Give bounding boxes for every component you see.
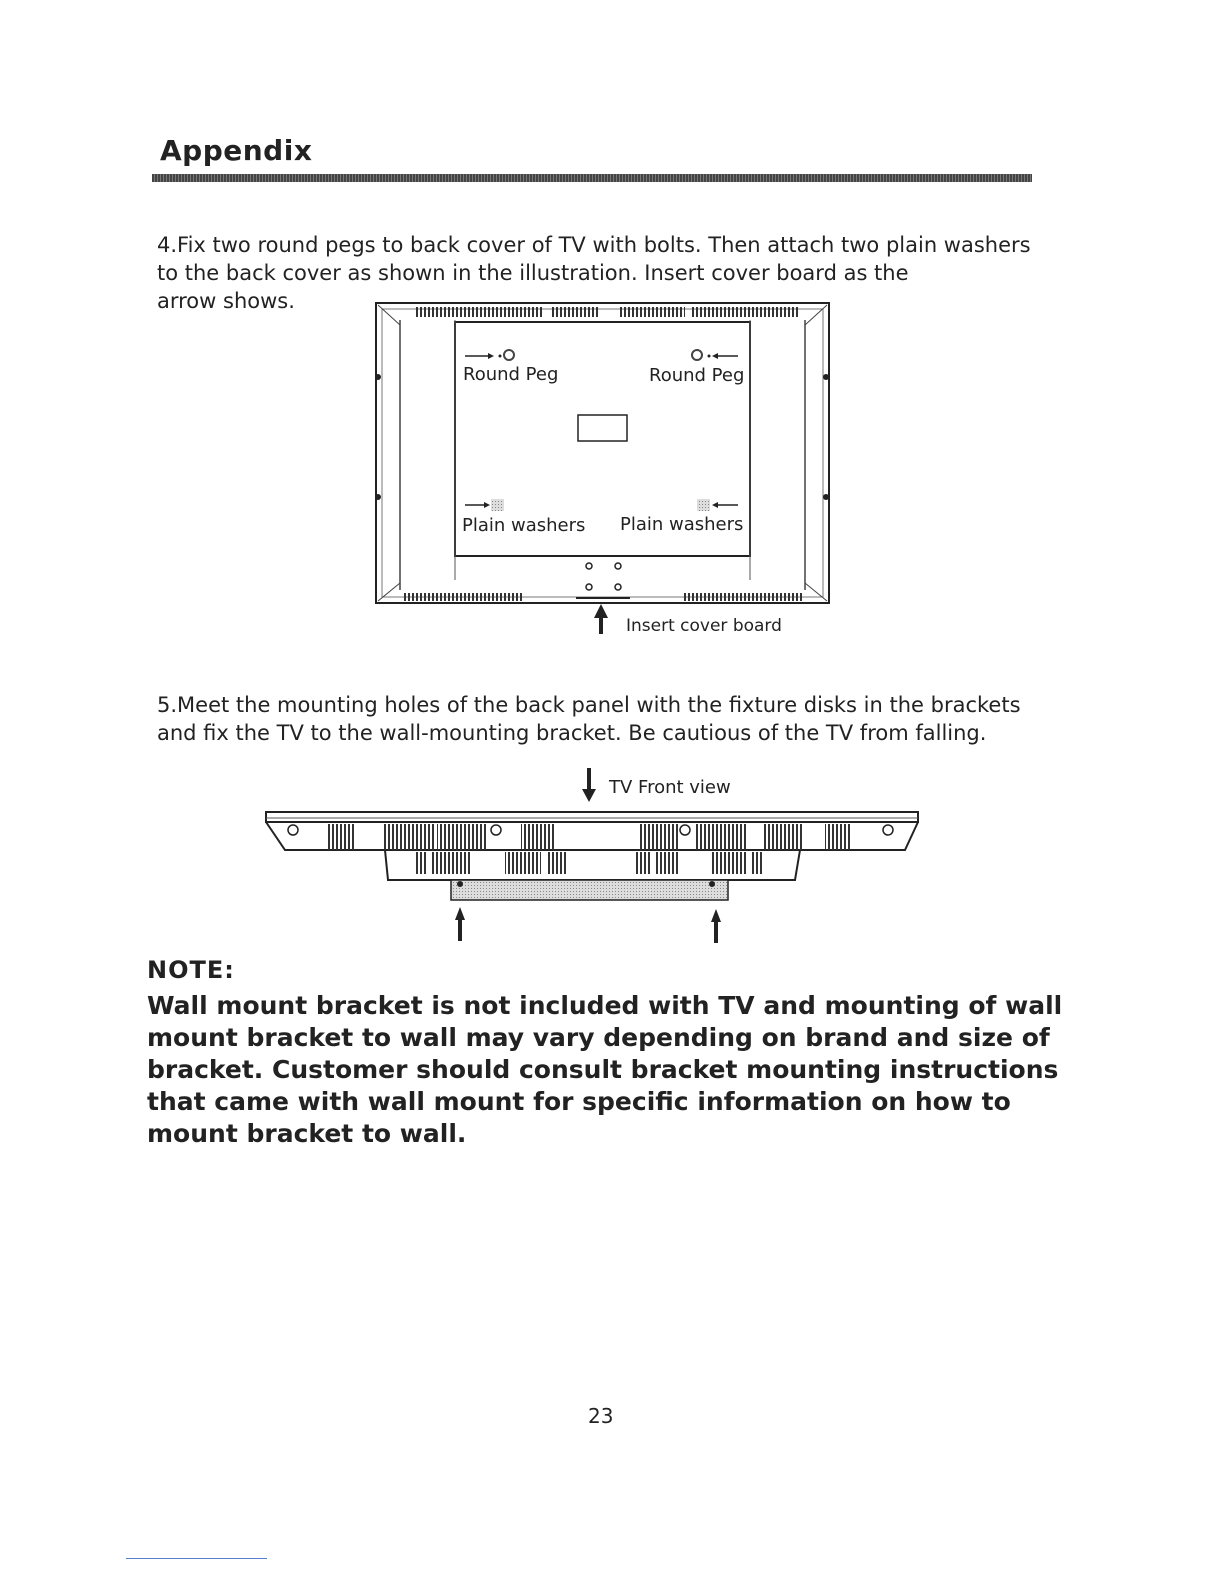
vent-grille <box>404 593 524 601</box>
plain-washers-left-label: Plain washers <box>462 515 586 536</box>
vent-grille <box>382 824 434 850</box>
page-number: 23 <box>588 1404 614 1428</box>
up-arrow-icon <box>711 909 721 943</box>
vent-grille <box>634 852 652 874</box>
vent-grille <box>682 593 802 601</box>
vent-grille <box>414 307 544 317</box>
vent-grille <box>690 307 800 317</box>
plain-washers-right-label: Plain washers <box>620 514 744 535</box>
tv-back-diagram <box>375 303 829 636</box>
note-body: Wall mount bracket is not included with TV and mounting of wall mount bracket to wall may vary depending on brand and size of bracket. Customer should consult bracket mounting instructions that came with wall mount for specific information on how to mount bracket to wall. <box>147 991 1063 1148</box>
note-heading: NOTE: <box>147 956 235 984</box>
round-peg-left-marker <box>465 350 514 360</box>
insert-cover-board-label: Insert cover board <box>626 616 782 636</box>
round-peg-left-label: Round Peg <box>463 364 559 385</box>
step5-text: 5.Meet the mounting holes of the back panel with the fixture disks in the brackets and fix the TV to the wall-mounting bracket. Be cautious of the TV from falling. <box>157 693 1021 745</box>
round-peg-right-label: Round Peg <box>649 365 745 386</box>
up-arrow-icon <box>594 604 608 634</box>
tv-front-diagram <box>266 768 918 943</box>
vent-grille <box>620 307 685 317</box>
vent-grille <box>640 824 680 850</box>
page-title: Appendix <box>160 134 313 167</box>
vent-grille <box>546 852 568 874</box>
vent-grille <box>656 852 680 874</box>
footer-line <box>126 1558 267 1559</box>
vent-grille <box>437 824 487 850</box>
tv-front-view-label: TV Front view <box>609 777 731 798</box>
vent-grille <box>752 852 764 874</box>
vent-grille <box>505 852 541 874</box>
plain-washer-left-marker <box>465 499 504 511</box>
wall-bracket <box>451 880 728 900</box>
vent-grille <box>825 824 851 850</box>
vesa-plate <box>578 415 627 441</box>
step4-text: 4.Fix two round pegs to back cover of TV with bolts. Then attach two plain washers to the back cover as shown in the illustration. Insert cover board as the <box>157 233 1031 285</box>
round-peg-right-marker <box>692 350 738 360</box>
vent-grille <box>521 824 555 850</box>
vent-grille <box>432 852 470 874</box>
vent-grille <box>416 852 428 874</box>
up-arrow-icon <box>455 907 465 941</box>
down-arrow-icon <box>582 768 596 802</box>
vent-grille <box>695 824 747 850</box>
vent-grille <box>712 852 748 874</box>
vent-grille <box>763 824 803 850</box>
vent-grille <box>550 307 600 317</box>
plain-washer-right-marker <box>697 499 738 511</box>
step4-text-cont: arrow shows. <box>157 289 295 313</box>
vent-grille <box>328 824 354 850</box>
